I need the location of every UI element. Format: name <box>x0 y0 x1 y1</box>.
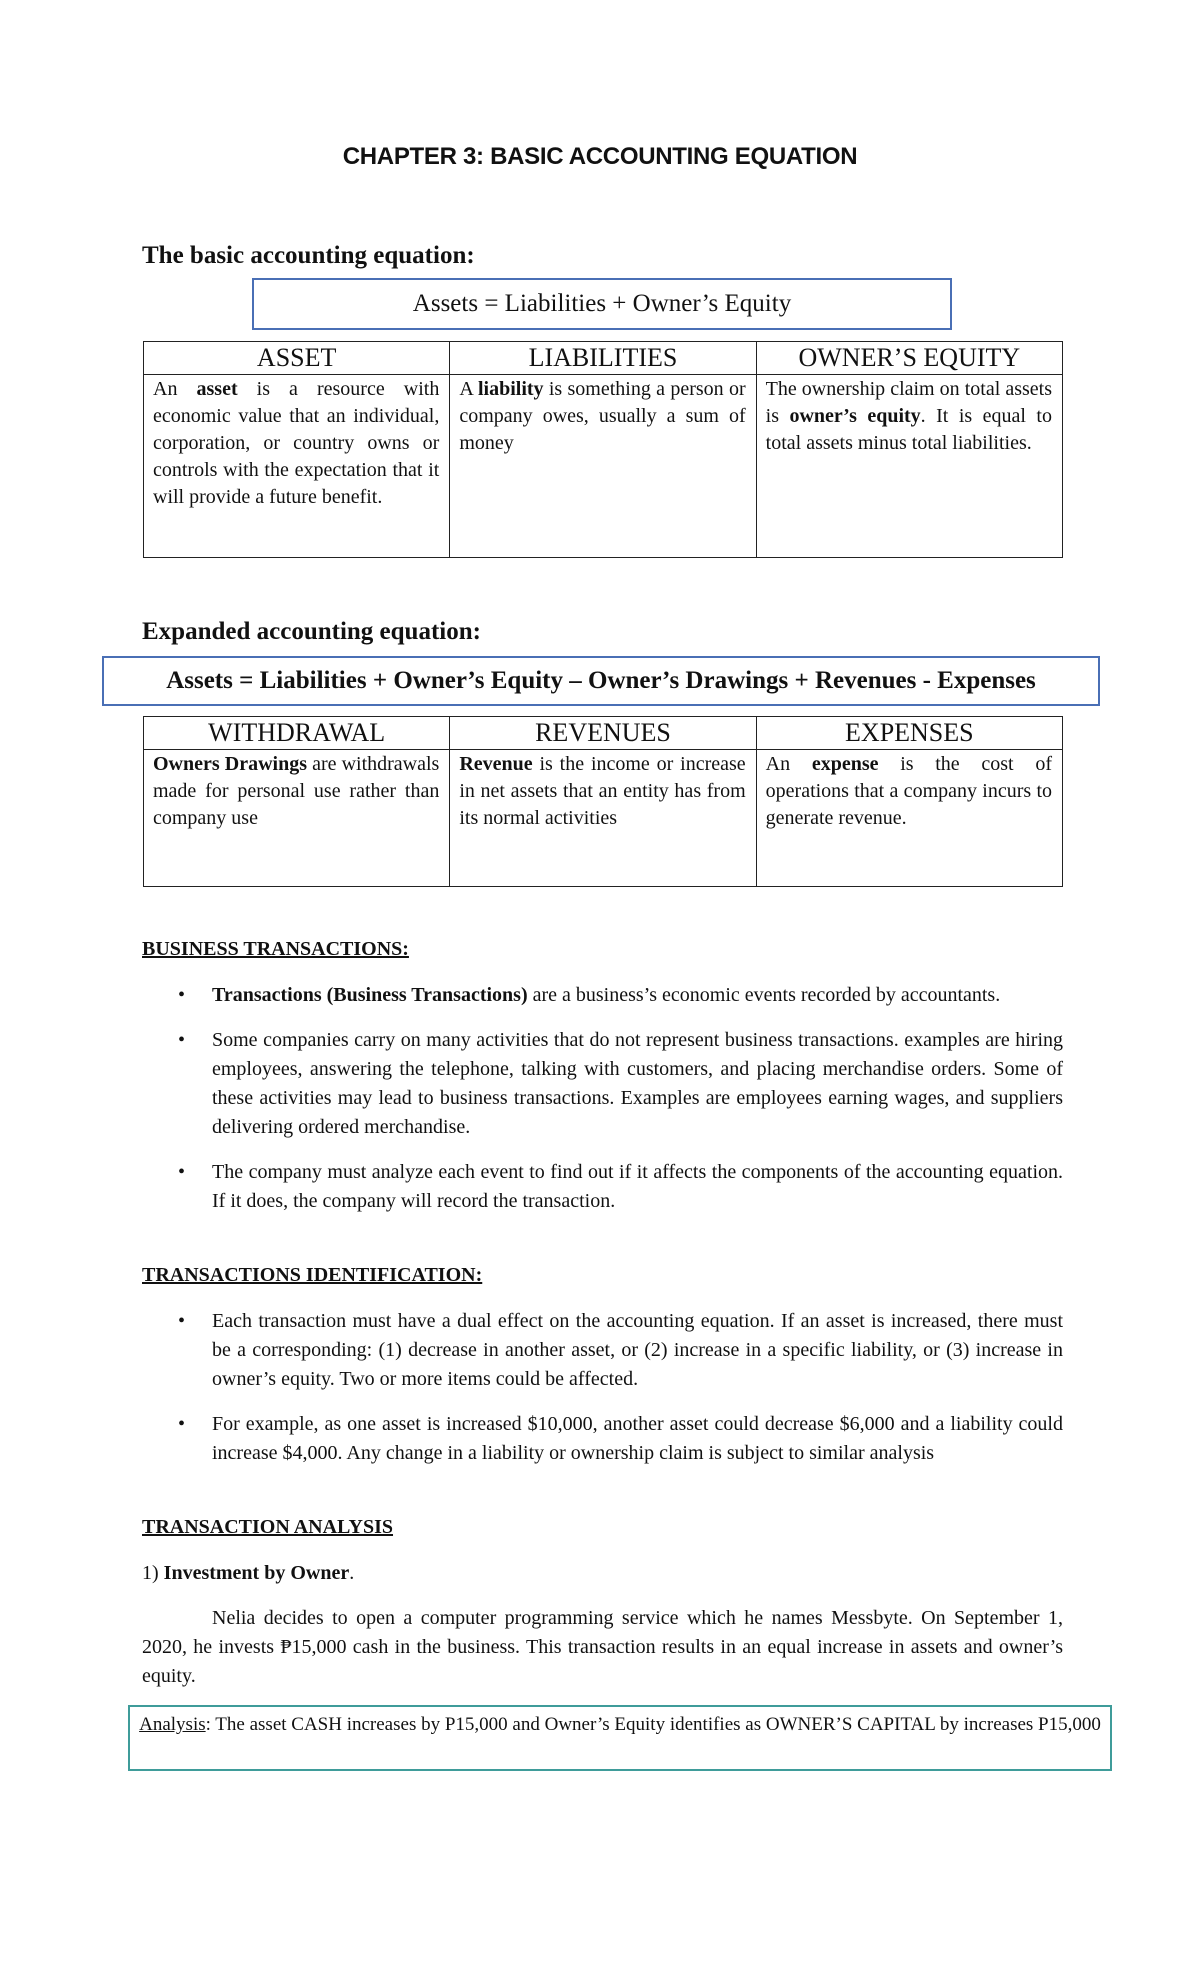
header-liabilities: LIABILITIES <box>450 342 756 375</box>
analysis-box <box>128 1705 1112 1771</box>
basic-equation-heading: The basic accounting equation: <box>142 242 475 269</box>
analysis-label: Analysis <box>139 1714 206 1735</box>
investment-paragraph: Nelia decides to open a computer programming service which he names Messbyte. On September 1, 2020, he invests ₱15,000 cash in the business. This transaction results in an equal increase in assets and owner’s equity. <box>142 1607 1063 1687</box>
header-asset: ASSET <box>144 342 450 375</box>
header-withdrawal: WITHDRAWAL <box>144 717 450 750</box>
definition-owners-equity: The ownership claim on total assets is owner’s equity. It is equal to total assets minus total liabilities. <box>756 375 1062 558</box>
list-item: • The company must analyze each event to find out if it affects the components of the accounting equation. If it does, the company will record the transaction. <box>142 1158 1063 1216</box>
definition-revenues: Revenue is the income or increase in net assets that an entity has from its normal activities <box>450 750 756 887</box>
expanded-definitions-table <box>143 716 1063 887</box>
chapter-title: CHAPTER 3: BASIC ACCOUNTING EQUATION <box>342 143 858 170</box>
bullet-icon: • <box>178 1310 186 1332</box>
expanded-equation-box: Assets = Liabilities + Owner’s Equity – Owner’s Drawings + Revenues - Expenses <box>102 656 1100 706</box>
list-item: • Transactions (Business Transactions) are a business’s economic events recorded by accountants. <box>142 981 1063 1010</box>
definition-expenses: An expense is the cost of operations that a company incurs to generate revenue. <box>756 750 1062 887</box>
business-transactions-list <box>142 981 1063 1216</box>
list-item: • Some companies carry on many activities that do not represent business transactions. examples are hiring employees, answering the telephone, talking with customers, and placing merchandise orders. Some of these activities may lead to business transactions. Examples are employees earning wages, and suppliers delivering ordered merchandise. <box>142 1026 1063 1142</box>
analysis-text: : The asset CASH increases by P15,000 and Owner’s Equity identifies as OWNER’S CAPITAL by increases P15,000 <box>205 1714 1101 1735</box>
transaction-analysis-heading: TRANSACTION ANALYSIS <box>142 1516 394 1538</box>
bullet-icon: • <box>178 984 186 1006</box>
transactions-identification-list <box>142 1307 1063 1468</box>
definition-asset: An asset is a resource with economic value that an individual, corporation, or country owns or controls with the expectation that it will provide a future benefit. <box>144 375 450 558</box>
definition-liabilities: A liability is something a person or company owes, usually a sum of money <box>450 375 756 558</box>
header-revenues: REVENUES <box>450 717 756 750</box>
basic-equation-box: Assets = Liabilities + Owner’s Equity <box>252 278 952 330</box>
analysis-item-title: 1) Investment by Owner. <box>142 1562 355 1584</box>
bullet-icon: • <box>178 1413 186 1435</box>
bullet-icon: • <box>178 1029 186 1051</box>
expanded-equation-heading: Expanded accounting equation: <box>142 618 481 645</box>
header-owners-equity: OWNER’S EQUITY <box>756 342 1062 375</box>
header-expenses: EXPENSES <box>756 717 1062 750</box>
bullet-icon: • <box>178 1161 186 1183</box>
business-transactions-heading: BUSINESS TRANSACTIONS: <box>142 938 409 960</box>
definition-withdrawal: Owners Drawings are withdrawals made for personal use rather than company use <box>144 750 450 887</box>
list-item: • Each transaction must have a dual effect on the accounting equation. If an asset is increased, there must be a corresponding: (1) decrease in another asset, or (2) increase in a specific liability, or (3) increase in owner’s equity. Two or more items could be affected. <box>142 1307 1063 1394</box>
basic-definitions-table <box>143 341 1063 558</box>
transactions-identification-heading: TRANSACTIONS IDENTIFICATION: <box>142 1264 483 1286</box>
list-item: • For example, as one asset is increased $10,000, another asset could decrease $6,000 and a liability could increase $4,000. Any change in a liability or ownership claim is subject to similar analysis <box>142 1410 1063 1468</box>
